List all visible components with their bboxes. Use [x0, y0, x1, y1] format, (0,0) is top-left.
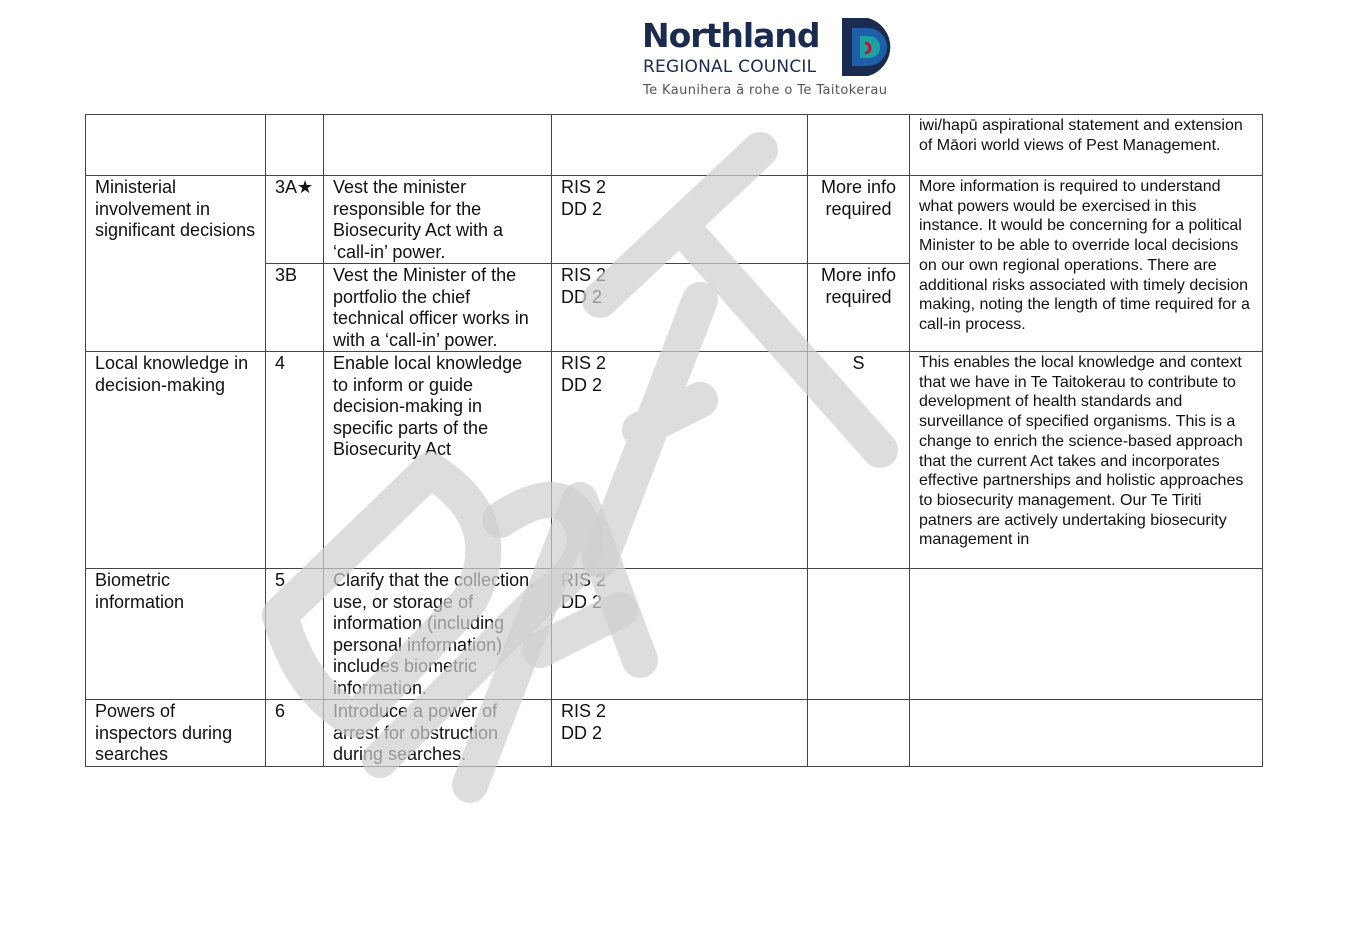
- proposal-cell: Vest the minister responsible for the Biosecurity Act with a ‘call-in’ power.: [324, 176, 552, 264]
- reference-cell: RIS 2 DD 2: [552, 352, 808, 569]
- council-emblem-icon: [838, 16, 900, 78]
- proposal-cell: Clarify that the collection, use, or storage of information (including personal information) includes biometric information.: [324, 569, 552, 700]
- proposal-cell: Enable local knowledge to inform or guide decision-making in specific parts of the Biosecurity Act: [324, 352, 552, 569]
- proposal-cell: Introduce a power of arrest for obstruction during searches.: [324, 700, 552, 767]
- table-row: [86, 115, 1263, 176]
- reference-cell: RIS 2 DD 2: [552, 569, 808, 700]
- table-row: [86, 352, 1263, 569]
- table-row: [86, 176, 1263, 264]
- comment-cell: [910, 569, 1263, 700]
- comment-cell: [910, 700, 1263, 767]
- comment-cell: This enables the local knowledge and context that we have in Te Taitokerau to contribute to development of health standards and surveillance of specified organisms. This is a change to enrich the science-based approach that the current Act takes and incorporates effective partnerships and holistic approaches to biosecurity management. Our Te Tiriti patners are actively undertaking biosecurity management in: [910, 352, 1263, 569]
- number-cell: 5: [266, 569, 324, 700]
- table-row: [86, 569, 1263, 700]
- topic-cell: Biometric information: [86, 569, 266, 700]
- topic-cell: Ministerial involvement in significant decisions: [86, 176, 266, 352]
- org-name: Northland: [642, 16, 820, 55]
- reference-cell: RIS 2 DD 2: [552, 700, 808, 767]
- proposal-cell: Vest the Minister of the portfolio the chief technical officer works in with a ‘call-in’ power.: [324, 264, 552, 352]
- position-cell: S: [808, 352, 910, 569]
- table-cell: [808, 115, 910, 176]
- number-cell: 4: [266, 352, 324, 569]
- position-cell: [808, 700, 910, 767]
- table-cell: [86, 115, 266, 176]
- position-cell: More info required: [808, 176, 910, 264]
- position-cell: More info required: [808, 264, 910, 352]
- table-cell: [324, 115, 552, 176]
- table-row: [86, 700, 1263, 767]
- comment-cell: More information is required to understand what powers would be exercised in this instance. It would be concerning for a political Minister to be able to override local decisions on our own regional operations. There are additional risks associated with timely decision making, noting the length of time required for a call-in process.: [910, 176, 1263, 352]
- topic-cell: Local knowledge in decision-making: [86, 352, 266, 569]
- table-cell: [266, 115, 324, 176]
- comment-cell: iwi/hapū aspirational statement and extension of Māori world views of Pest Management.: [910, 115, 1263, 176]
- number-cell: 3B: [266, 264, 324, 352]
- number-cell: 3A★: [266, 176, 324, 264]
- topic-cell: Powers of inspectors during searches: [86, 700, 266, 767]
- reference-cell: RIS 2 DD 2: [552, 176, 808, 264]
- table-cell: [552, 115, 808, 176]
- submission-table: [85, 114, 1263, 767]
- org-tagline: Te Kaunihera ā rohe o Te Taitokerau: [643, 83, 888, 98]
- northland-logo: [642, 16, 912, 104]
- org-sub: REGIONAL COUNCIL: [643, 57, 817, 77]
- position-cell: [808, 569, 910, 700]
- number-cell: 6: [266, 700, 324, 767]
- reference-cell: RIS 2 DD 2: [552, 264, 808, 352]
